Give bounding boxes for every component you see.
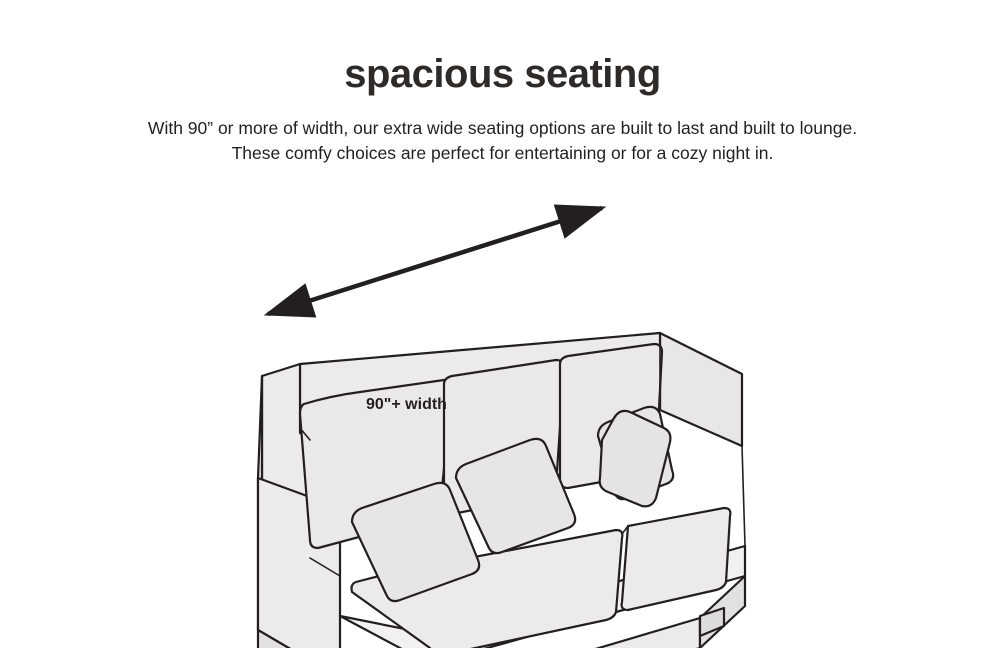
dimension-label: 90"+ width [366, 396, 447, 413]
sofa-line-drawing-svg [0, 178, 1005, 648]
description-line-2: These comfy choices are perfect for entertaining or for a cozy night in. [231, 143, 774, 164]
dimension-arrow [268, 208, 602, 314]
description-line-1: With 90” or more of width, our extra wide seating options are built to last and built to lounge. [147, 118, 858, 138]
page-title: spacious seating [344, 52, 661, 96]
sofa-illustration [0, 178, 1005, 648]
description-text [0, 116, 1005, 167]
